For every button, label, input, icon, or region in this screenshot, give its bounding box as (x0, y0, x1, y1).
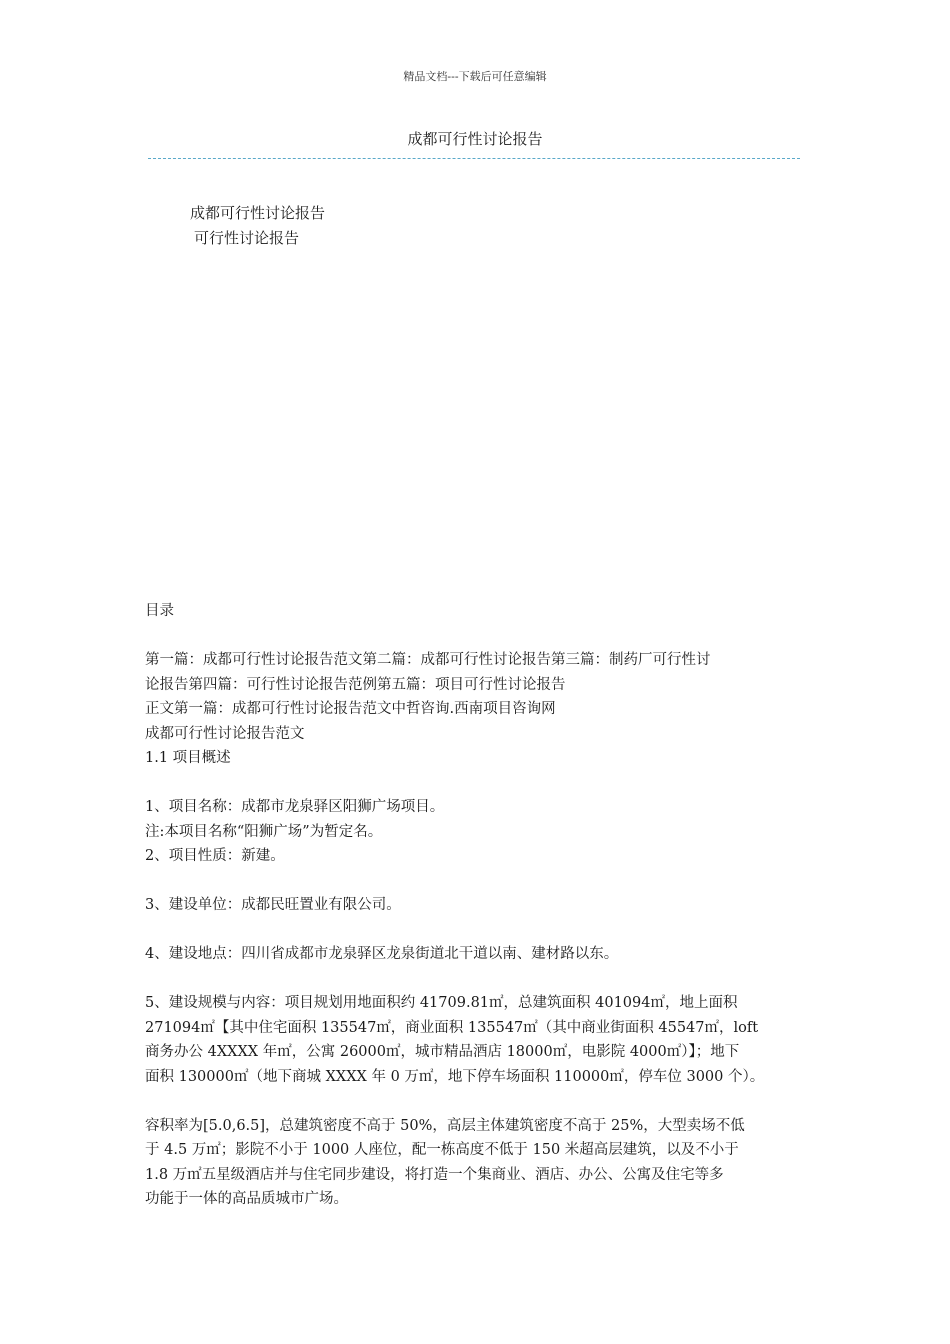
paragraph: 3、建设单位：成都民旺置业有限公司。 (145, 897, 401, 913)
toc-line: 正文第一篇：成都可行性讨论报告范文中哲咨询.西南项目咨询网 (145, 701, 556, 717)
toc-line: 论报告第四篇：可行性讨论报告范例第五篇：项目可行性讨论报告 (145, 676, 566, 693)
paragraph: 面积 130000㎡（地下商城 XXXX 年 0 万㎡，地下停车场面积 110000㎡，停车位 3000 个）。 (145, 1068, 765, 1085)
toc-line: 成都可行性讨论报告范文 (145, 725, 305, 742)
toc-section (145, 599, 810, 1212)
paragraph: 2、项目性质：新建。 (145, 848, 285, 864)
paragraph: 271094㎡【其中住宅面积 135547㎡，商业面积 135547㎡（其中商业街面积 45547㎡，loft (145, 1019, 759, 1036)
header-note: 精品文档---下载后可任意编辑 (403, 70, 547, 83)
paragraph: 5、建设规模与内容：项目规划用地面积约 41709.81㎡，总建筑面积 401094㎡，地上面积 (145, 995, 738, 1011)
paragraph: 商务办公 4XXXX 年㎡，公寓 26000㎡，城市精品酒店 18000㎡，电影院 4000㎡）】；地下 (145, 1044, 740, 1060)
toc-heading: 目录 (145, 603, 174, 619)
paragraph: 1、项目名称：成都市龙泉驿区阳狮广场项目。 (145, 799, 445, 815)
toc-line: 第一篇：成都可行性讨论报告范文第二篇：成都可行性讨论报告第三篇：制药厂可行性讨 (145, 652, 711, 668)
cover-subtitle: 可行性讨论报告 (194, 229, 300, 247)
paragraph: 注:本项目名称“阳狮广场”为暂定名。 (145, 823, 383, 840)
paragraph: 4、建设地点：四川省成都市龙泉驿区龙泉街道北干道以南、建材路以东。 (145, 946, 619, 962)
cover-title: 成都可行性讨论报告 (190, 204, 326, 222)
title-divider (148, 158, 800, 159)
paragraph: 功能于一体的高品质城市广场。 (145, 1191, 348, 1207)
paragraph: 容积率为[5.0,6.5]，总建筑密度不高于 50%，高层主体建筑密度不高于 25%，大型卖场不低 (145, 1117, 745, 1134)
paragraph: 于 4.5 万㎡；影院不小于 1000 人座位，配一栋高度不低于 150 米超高层建筑，以及不小于 (145, 1142, 739, 1158)
paragraph: 1.8 万㎡五星级酒店并与住宅同步建设，将打造一个集商业、酒店、办公、公寓及住宅等多 (145, 1166, 724, 1183)
section-heading: 1.1 项目概述 (145, 750, 231, 766)
page-title: 成都可行性讨论报告 (407, 130, 543, 148)
